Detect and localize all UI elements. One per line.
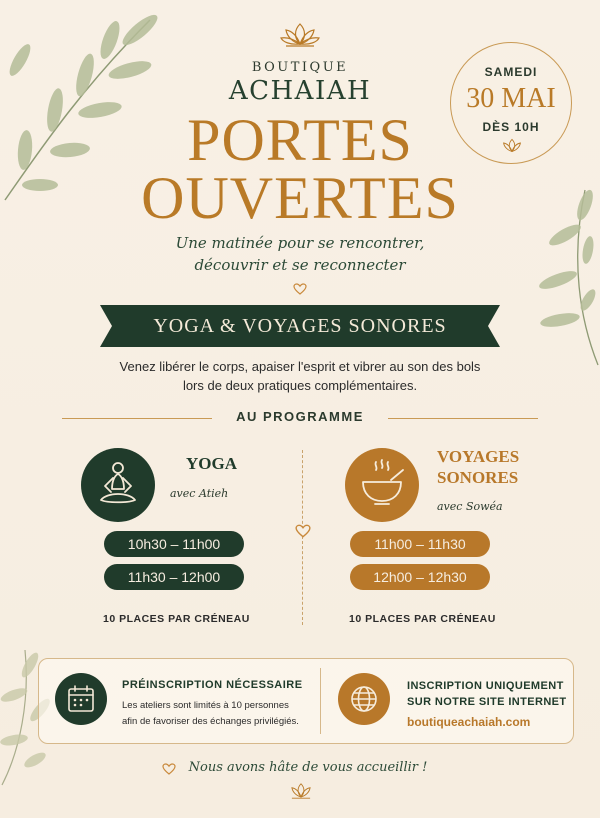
preinscription-title: PRÉINSCRIPTION NÉCESSAIRE (122, 679, 303, 691)
inscription-title-line1: INSCRIPTION UNIQUEMENT (407, 680, 564, 692)
singing-bowl-icon (345, 448, 419, 522)
sound-places: 10 PLACES PAR CRÉNEAU (349, 613, 496, 625)
yoga-slot: 11h30 – 12h00 (104, 564, 244, 590)
sound-title-line1: VOYAGES (437, 447, 520, 466)
website-link[interactable]: boutiqueachaiah.com (407, 715, 531, 729)
yoga-places: 10 PLACES PAR CRÉNEAU (103, 613, 250, 625)
heart-icon (295, 524, 311, 538)
brand-boutique: BOUTIQUE (251, 60, 349, 75)
intro-text (0, 357, 600, 395)
sound-title (437, 446, 519, 488)
sound-slot: 12h00 – 12h30 (350, 564, 490, 590)
sound-teacher: avec Sowéa (437, 500, 503, 513)
lotus-icon (288, 782, 314, 800)
globe-icon (338, 673, 390, 725)
title-line2: OUVERTES (141, 165, 459, 231)
heart-icon (293, 283, 307, 295)
info-divider (320, 668, 321, 734)
date-day: SAMEDI (484, 65, 538, 79)
yoga-teacher: avec Atieh (170, 487, 229, 500)
preinscription-line1: Les ateliers sont limités à 10 personnes (122, 700, 289, 711)
sound-title-line2: SONORES (437, 468, 519, 487)
title-line1: PORTES (187, 107, 413, 173)
lotus-icon (280, 22, 320, 48)
closing-text: Nous avons hâte de vous accueillir ! (188, 760, 428, 775)
yoga-slot: 10h30 – 11h00 (104, 531, 244, 557)
calendar-icon-circle (55, 673, 107, 725)
inscription-title-line2: SUR NOTRE SITE INTERNET (407, 696, 567, 708)
sound-icon-circle (345, 448, 419, 522)
tagline-line1: Une matinée pour se rencontrer, (175, 234, 425, 252)
meditation-icon (81, 448, 155, 522)
date-badge (450, 42, 572, 164)
intro-line2: lors de deux pratiques complémentaires. (182, 378, 418, 393)
banner-text: YOGA & VOYAGES SONORES (153, 315, 447, 337)
programme-title: AU PROGRAMME (236, 409, 364, 424)
sound-slot: 11h00 – 11h30 (350, 531, 490, 557)
calendar-icon (55, 673, 107, 725)
activities-banner (100, 305, 500, 347)
inscription-title (407, 678, 567, 710)
preinscription-text (122, 698, 299, 730)
yoga-title: YOGA (186, 454, 237, 473)
tagline-line2: découvrir et se reconnecter (194, 256, 406, 274)
preinscription-line2: afin de favoriser des échanges privilégiés. (122, 716, 299, 727)
yoga-icon-circle (81, 448, 155, 522)
lotus-icon (500, 138, 524, 154)
brand-name: ACHAIAH (228, 76, 372, 106)
date-time: DÈS 10H (482, 120, 540, 134)
date-date: 30 MAI (466, 83, 556, 114)
intro-line1: Venez libérer le corps, apaiser l'esprit et vibrer au son des bols (119, 359, 481, 374)
globe-icon-circle (338, 673, 390, 725)
tagline (0, 232, 600, 276)
